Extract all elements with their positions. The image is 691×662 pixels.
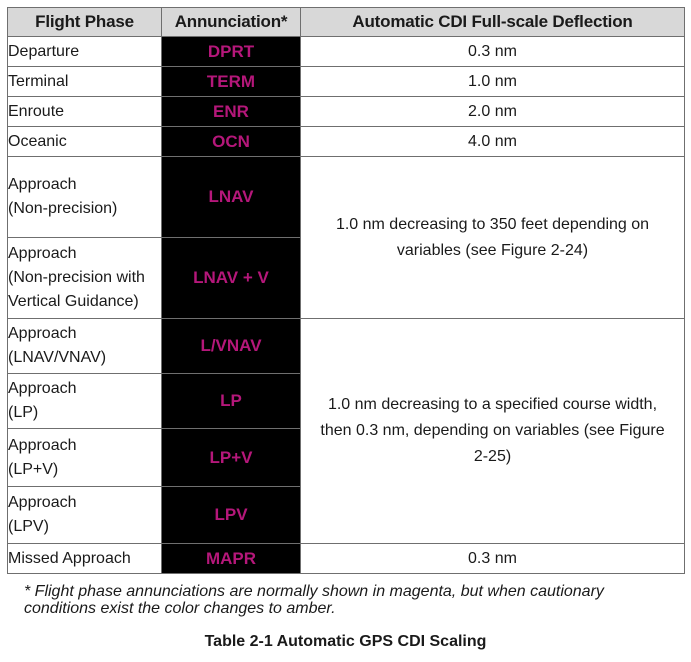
header-flight-phase: Flight Phase xyxy=(8,8,162,37)
deflection-text: 1.0 nm decreasing to 350 feet depending on variables (see Figure 2-24) xyxy=(335,215,650,259)
table-caption: Table 2-1 Automatic GPS CDI Scaling xyxy=(204,633,487,650)
annunciation-cell: TERM xyxy=(162,67,301,97)
phase-cell xyxy=(8,429,162,487)
phase-cell xyxy=(8,319,162,374)
phase-cell: Terminal xyxy=(8,67,162,97)
phase-cell: Oceanic xyxy=(8,127,162,157)
phase-line: Approach xyxy=(8,245,77,262)
deflection-text: 1.0 nm decreasing to a specified course width, then 0.3 nm, depending on variables (see Figure 2-25) xyxy=(320,396,665,465)
phase-line: (LPV) xyxy=(8,518,49,535)
phase-cell xyxy=(8,238,162,319)
phase-line: (LP+V) xyxy=(8,460,59,478)
table-row xyxy=(8,67,685,97)
phase-cell: Missed Approach xyxy=(8,544,162,574)
phase-line: (Non-precision with xyxy=(8,269,145,286)
phase-line: Approach xyxy=(8,176,77,193)
deflection-cell-merged xyxy=(301,157,685,319)
phase-line: Approach xyxy=(8,325,77,342)
deflection-cell: 0.3 nm xyxy=(301,544,685,574)
phase-line: Vertical Guidance) xyxy=(8,293,139,310)
table-row xyxy=(8,127,685,157)
header-deflection: Automatic CDI Full-scale Deflection xyxy=(301,8,685,37)
table-row xyxy=(8,37,685,67)
phase-cell xyxy=(8,487,162,544)
annunciation-cell: ENR xyxy=(162,97,301,127)
header-annunciation: Annunciation* xyxy=(162,8,301,37)
annunciation-cell: LP xyxy=(162,374,301,429)
table-row xyxy=(8,544,685,574)
table-footnote: * Flight phase annunciations are normally shown in magenta, but when cautionary conditions exist the color changes to amber. xyxy=(24,583,604,617)
phase-cell: Departure xyxy=(8,37,162,67)
phase-line: Approach xyxy=(8,494,77,511)
annunciation-cell: MAPR xyxy=(162,544,301,574)
annunciation-cell: DPRT xyxy=(162,37,301,67)
table-row xyxy=(8,97,685,127)
annunciation-cell: OCN xyxy=(162,127,301,157)
table-row xyxy=(8,319,685,374)
phase-line: (Non-precision) xyxy=(8,200,118,217)
phase-cell xyxy=(8,374,162,429)
phase-line: (LP) xyxy=(8,404,39,421)
table-row xyxy=(8,157,685,238)
deflection-cell: 2.0 nm xyxy=(301,97,685,127)
phase-line: (LNAV/VNAV) xyxy=(8,349,107,366)
phase-cell xyxy=(8,157,162,238)
annunciation-cell: L/VNAV xyxy=(162,319,301,374)
annunciation-cell: LP+V xyxy=(162,429,301,487)
deflection-cell: 0.3 nm xyxy=(301,37,685,67)
deflection-cell-merged xyxy=(301,319,685,544)
deflection-cell: 1.0 nm xyxy=(301,67,685,97)
table-header-row xyxy=(8,8,685,37)
annunciation-cell: LNAV + V xyxy=(162,238,301,319)
phase-line: Approach xyxy=(8,380,77,397)
annunciation-cell: LNAV xyxy=(162,157,301,238)
phase-cell: Enroute xyxy=(8,97,162,127)
deflection-cell: 4.0 nm xyxy=(301,127,685,157)
phase-line: Approach xyxy=(8,436,77,454)
annunciation-cell: LPV xyxy=(162,487,301,544)
cdi-scaling-table xyxy=(7,7,685,574)
